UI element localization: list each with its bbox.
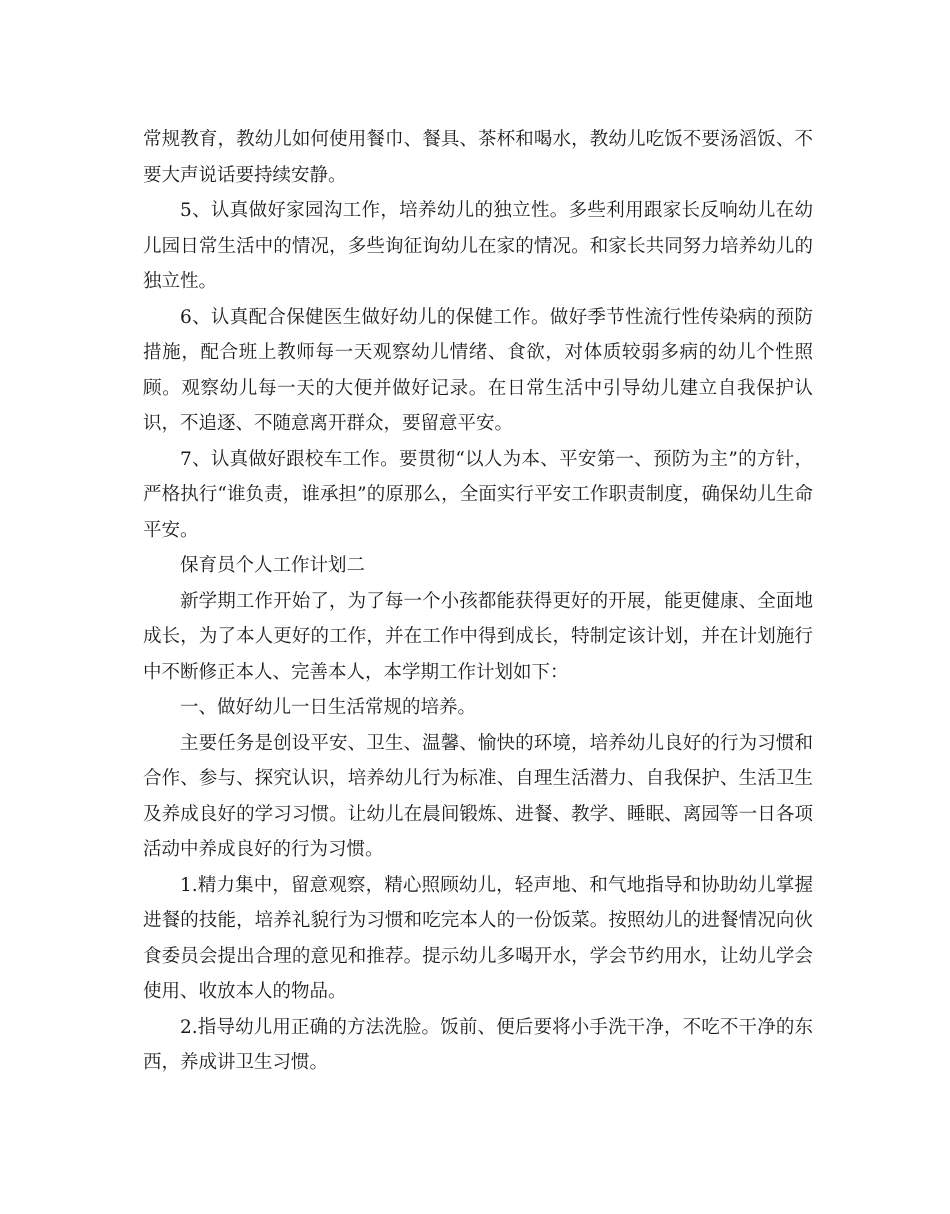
paragraph-point-1: 1.精力集中，留意观察，精心照顾幼儿，轻声地、和气地指导和协助幼儿掌握进餐的技能，培养礼貌行为习惯和吃完本人的一份饭菜。按照幼儿的进餐情况向伙食委员会提出合理的意见和推荐。提示幼儿多喝开水，学会节约用水，让幼儿学会使用、收放本人的物品。 [143,874,813,1002]
paragraph-continued: 常规教育，教幼儿如何使用餐巾、餐具、茶杯和喝水，教幼儿吃饭不要汤滔饭、不要大声说话要持续安静。 [143,129,813,186]
paragraph-item-6: 6、认真配合保健医生做好幼儿的保健工作。做好季节性流行性传染病的预防措施，配合班上教师每一天观察幼儿情绪、食欲，对体质较弱多病的幼儿个性照顾。观察幼儿每一天的大便并做好记录。在日常生活中引导幼儿建立自我保护认识，不追逐、不随意离开群众，要留意平安。 [143,306,813,434]
section-title: 保育员个人工作计划二 [180,555,366,576]
paragraph-intro: 新学期工作开始了，为了每一个小孩都能获得更好的开展，能更健康、全面地成长，为了本人更好的工作，并在工作中得到成长，特制定该计划，并在计划施行中不断修正本人、完善本人，本学期工作计划如下： [143,590,813,683]
paragraph-item-7: 7、认真做好跟校车工作。要贯彻“以人为本、平安第一、预防为主”的方针，严格执行“谁负责，谁承担”的原那么，全面实行平安工作职责制度，确保幼儿生命平安。 [143,448,813,541]
section-heading-1: 一、做好幼儿一日生活常规的培养。 [180,697,477,718]
paragraph-item-5: 5、认真做好家园沟工作，培养幼儿的独立性。多些利用跟家长反响幼儿在幼儿园日常生活中的情况，多些询征询幼儿在家的情况。和家长共同努力培养幼儿的独立性。 [143,200,813,292]
document-body [143,122,813,1081]
paragraph-main-task: 主要任务是创设平安、卫生、温馨、愉快的环境，培养幼儿良好的行为习惯和合作、参与、探究认识，培养幼儿行为标准、自理生活潜力、自我保护、生活卫生及养成良好的学习习惯。让幼儿在晨间锻炼、进餐、教学、睡眠、离园等一日各项活动中养成良好的行为习惯。 [143,732,813,860]
paragraph-point-2: 2.指导幼儿用正确的方法洗脸。饭前、便后要将小手洗干净，不吃不干净的东西，养成讲卫生习惯。 [143,1016,813,1073]
